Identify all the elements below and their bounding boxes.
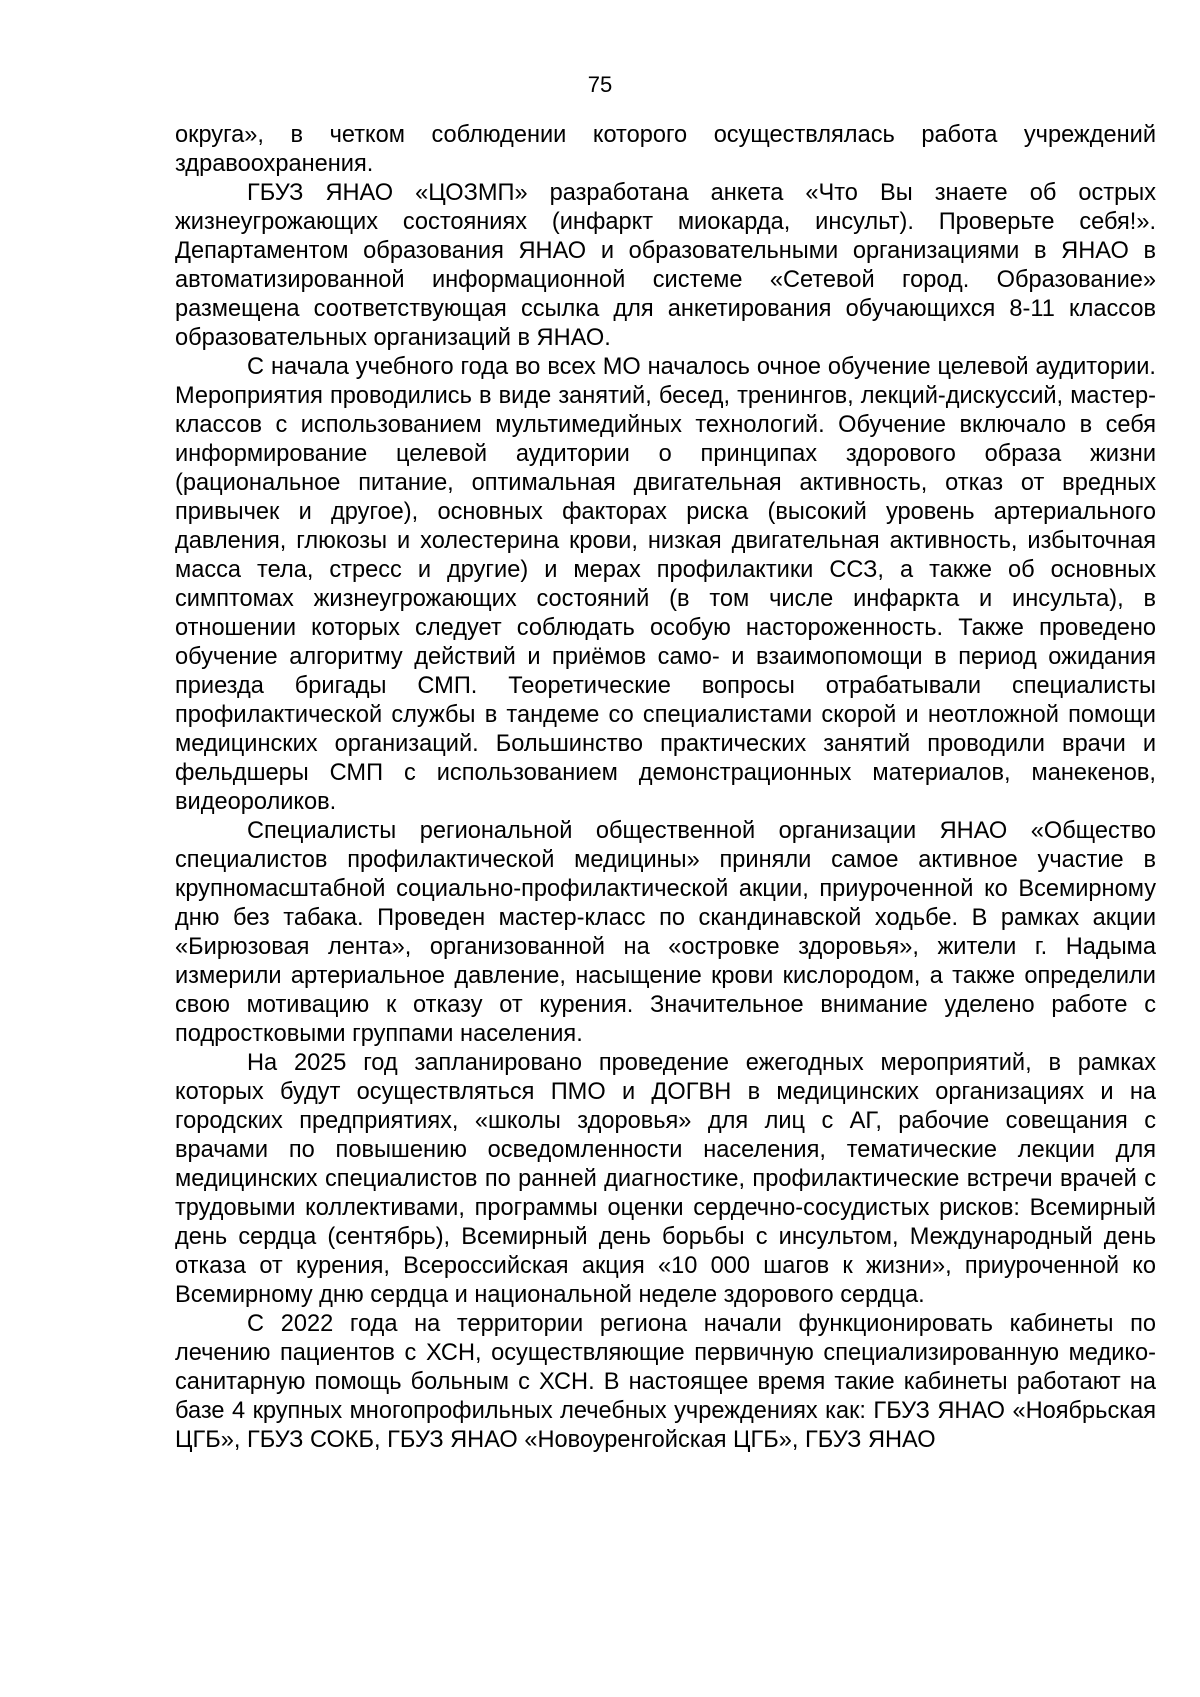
paragraph-2025-plan: На 2025 год запланировано проведение ежегодных мероприятий, в рамках которых будут осуществляться ПМО и ДОГВН в медицинских организациях и на городских предприятиях, «школы здоровья» для лиц с АГ, рабочие совещания с врачами по повышению осведомленности населения, тематические лекции для медицинских специалистов по ранней диагностике, профилактические встречи врачей с трудовыми коллективами, программы оценки сердечно-сосудистых рисков: Всемирный день сердца (сентябрь), Всемирный день борьбы с инсультом, Международный день отказа от курения, Всероссийская акция «10 000 шагов к жизни», приуроченной ко Всемирному дню сердца и национальной неделе здорового сердца. <box>175 1050 1156 1308</box>
paragraph-public-organization: Специалисты региональной общественной организации ЯНАО «Общество специалистов профилактической медицины» приняли самое активное участие в крупномасштабной социально-профилактической акции, приуроченной ко Всемирному дню без табака. Проведен мастер-класс по скандинавской ходьбе. В рамках акции «Бирюзовая лента», организованной на «островке здоровья», жители г. Надыма измерили артериальное давление, насыщение крови кислородом, а также определили свою мотивацию к отказу от курения. Значительное внимание уделено работе с подростковыми группами населения. <box>175 818 1156 1047</box>
paragraph-continuation: округа», в четком соблюдении которого осуществлялась работа учреждений здравоохранения. <box>175 122 1156 177</box>
document-body <box>175 121 1156 1455</box>
paragraph-chf-cabinets: С 2022 года на территории региона начали функционировать кабинеты по лечению пациентов с ХСН, осуществляющие первичную специализированную медико-санитарную помощь больным с ХСН. В настоящее время такие кабинеты работают на базе 4 крупных многопрофильных лечебных учреждениях как: ГБУЗ ЯНАО «Ноябрьская ЦГБ», ГБУЗ СОКБ, ГБУЗ ЯНАО «Новоуренгойская ЦГБ», ГБУЗ ЯНАО <box>175 1311 1156 1453</box>
page-number: 75 <box>587 72 613 97</box>
paragraph-training: С начала учебного года во всех МО началось очное обучение целевой аудитории. Мероприятия проводились в виде занятий, бесед, тренингов, лекций-дискуссий, мастер-классов с использованием мультимедийных технологий. Обучение включало в себя информирование целевой аудитории о принципах здорового образа жизни (рациональное питание, оптимальная двигательная активность, отказ от вредных привычек и другое), основных факторах риска (высокий уровень артериального давления, глюкозы и холестерина крови, низкая двигательная активность, избыточная масса тела, стресс и другие) и мерах профилактики ССЗ, а также об основных симптомах жизнеугрожающих состояний (в том числе инфаркта и инсульта), в отношении которых следует соблюдать особую настороженность. Также проведено обучение алгоритму действий и приёмов само- и взаимопомощи в период ожидания приезда бригады СМП. Теоретические вопросы отрабатывали специалисты профилактической службы в тандеме со специалистами скорой и неотложной помощи медицинских организаций. Большинство практических занятий проводили врачи и фельдшеры СМП с использованием демонстрационных материалов, манекенов, видеороликов. <box>175 354 1156 815</box>
paragraph-survey: ГБУЗ ЯНАО «ЦОЗМП» разработана анкета «Что Вы знаете об острых жизнеугрожающих состояниях (инфаркт миокарда, инсульт). Проверьте себя!». Департаментом образования ЯНАО и образовательными организациями в ЯНАО в автоматизированной информационной системе «Сетевой город. Образование» размещена соответствующая ссылка для анкетирования обучающихся 8-11 классов образовательных организаций в ЯНАО. <box>175 180 1156 351</box>
